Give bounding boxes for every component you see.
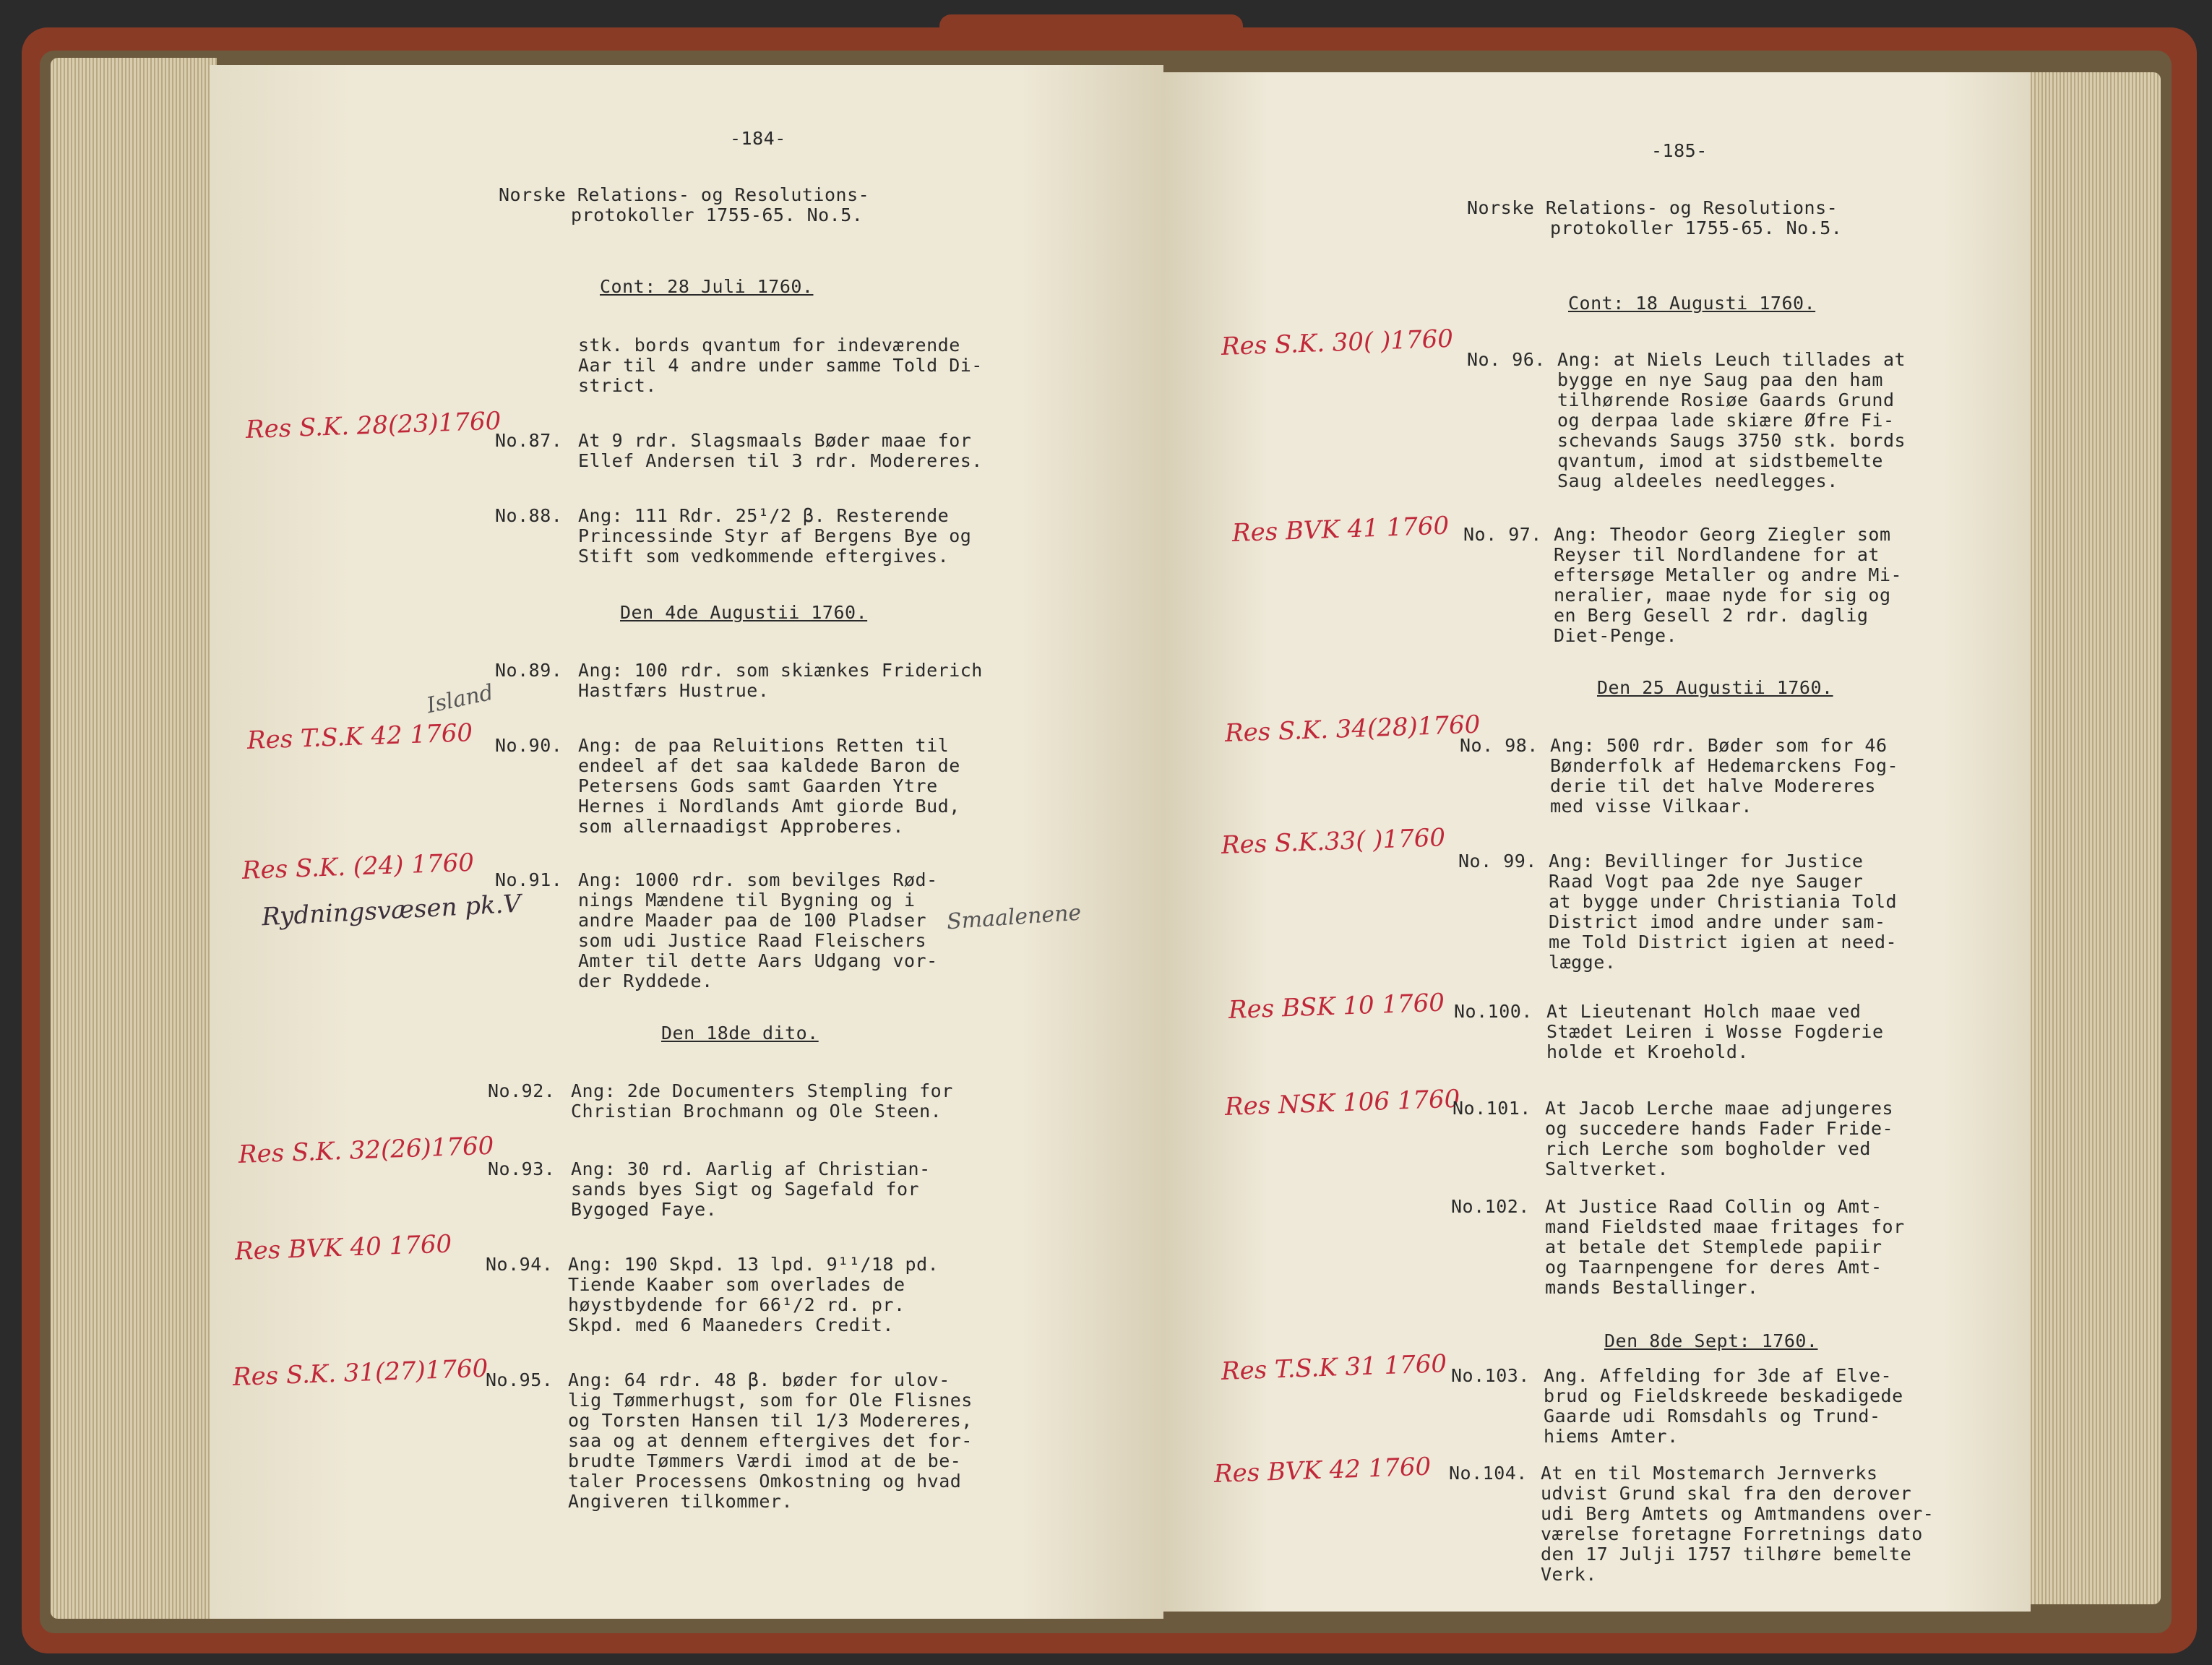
entry-number: No. 96. xyxy=(1467,349,1546,370)
entry-line: og derpaa lade skiære Øfre Fi- xyxy=(1557,410,1895,431)
entry-text xyxy=(1545,1197,1905,1298)
entry-line: udvist Grund skal fra den derover xyxy=(1541,1483,1912,1504)
entry-text xyxy=(1554,525,1902,646)
rydningsvaesen-note: Rydningsvæsen pk.V xyxy=(261,889,522,932)
archive-reference-note: Res S.K. 31(27)1760 xyxy=(232,1354,489,1392)
archive-reference-note: Res BVK 42 1760 xyxy=(1213,1452,1432,1489)
entry-line: Hastfærs Hustrue. xyxy=(578,680,770,701)
entry-text xyxy=(578,870,938,991)
entry-text xyxy=(1546,1002,1884,1062)
entry-line: nings Mændene til Bygning og i xyxy=(578,890,916,911)
entry-line: qvantum, imod at sidstbemelte xyxy=(1557,450,1883,471)
entry-line: Amter til dette Aars Udgang vor- xyxy=(578,950,938,971)
entry-line: bygge en nye Saug paa den ham xyxy=(1557,369,1883,390)
entry-line: Stædet Leiren i Wosse Fogderie xyxy=(1546,1021,1884,1042)
left-header-line1: Norske Relations- og Resolutions- xyxy=(499,184,870,205)
archive-reference-note: Res T.S.K 31 1760 xyxy=(1221,1349,1447,1386)
entry-line: hiems Amter. xyxy=(1544,1426,1679,1447)
intro-line: strict. xyxy=(578,375,657,396)
entry-line: som allernaadigst Approberes. xyxy=(578,816,904,837)
archive-reference-note: Res T.S.K 42 1760 xyxy=(246,718,473,755)
entry-line: Diet-Penge. xyxy=(1554,625,1678,646)
right-page-number: -185- xyxy=(1651,140,1708,161)
entry-line: Verk. xyxy=(1541,1564,1597,1585)
entry-line: en Berg Gesell 2 rdr. daglig xyxy=(1554,605,1869,626)
entry-text xyxy=(578,506,971,567)
entry-line: saa og at dennem eftergives det for- xyxy=(568,1430,973,1451)
right-header-line2: protokoller 1755-65. No.5. xyxy=(1550,218,1843,238)
entry-line: Skpd. med 6 Maaneders Credit. xyxy=(568,1315,894,1335)
entry-line: tilhørende Rosiøe Gaards Grund xyxy=(1557,390,1895,410)
archive-reference-note: Res BSK 10 1760 xyxy=(1228,988,1445,1025)
entry-text xyxy=(1544,1366,1903,1447)
page-edges-left xyxy=(51,58,217,1619)
archive-reference-note: Res S.K. 28(23)1760 xyxy=(245,406,502,444)
entry-number: No.91. xyxy=(495,869,563,890)
entry-line: Ang: 100 rdr. som skiænkes Friderich xyxy=(578,660,983,681)
entry-line: Gaarde udi Romsdahls og Trund- xyxy=(1544,1406,1881,1427)
entry-line: Raad Vogt paa 2de nye Sauger xyxy=(1549,871,1864,892)
intro-line: Aar til 4 andre under samme Told Di- xyxy=(578,355,983,376)
entry-line: Ang: 2de Documenters Stempling for xyxy=(571,1080,953,1101)
entry-line: Saltverket. xyxy=(1545,1158,1669,1179)
entry-line: Ang: 1000 rdr. som bevilges Rød- xyxy=(578,869,938,890)
entry-text xyxy=(568,1370,973,1512)
entry-line: Ang: de paa Reluitions Retten til xyxy=(578,735,950,756)
left-date-heading-2: Den 4de Augustii 1760. xyxy=(620,602,868,623)
right-date-heading-2: Den 25 Augustii 1760. xyxy=(1597,677,1833,698)
entry-line: lægge. xyxy=(1549,952,1617,973)
entry-number: No.101. xyxy=(1453,1098,1531,1119)
entry-text xyxy=(571,1159,931,1220)
pencil-note-island: Island xyxy=(424,679,496,719)
entry-line: At Lieutenant Holch maae ved xyxy=(1546,1001,1862,1022)
entry-line: Bønderfolk af Hedemarckens Fog- xyxy=(1550,755,1899,776)
entry-line: at bygge under Christiania Told xyxy=(1549,891,1898,912)
entry-text xyxy=(578,431,983,471)
entry-line: derie til det halve Modereres xyxy=(1550,775,1876,796)
entry-line: at betale det Stemplede papiir xyxy=(1545,1236,1882,1257)
entry-line: rich Lerche som bogholder ved xyxy=(1545,1138,1871,1159)
left-header-line2: protokoller 1755-65. No.5. xyxy=(571,205,864,225)
entry-line: med visse Vilkaar. xyxy=(1550,796,1752,817)
entry-line: brud og Fieldskreede beskadigede xyxy=(1544,1385,1903,1406)
entry-line: Stift som vedkommende eftergives. xyxy=(578,546,950,567)
entry-line: Ang: Bevillinger for Justice xyxy=(1549,851,1864,872)
archive-reference-note: Res S.K. 32(26)1760 xyxy=(238,1131,494,1169)
entry-number: No.92. xyxy=(488,1080,556,1101)
entry-line: Ang: 111 Rdr. 25¹/2 β. Resterende xyxy=(578,505,950,526)
entry-line: endeel af det saa kaldede Baron de xyxy=(578,755,960,776)
entry-line: den 17 Julji 1757 tilhøre bemelte xyxy=(1541,1544,1912,1565)
right-header-line1: Norske Relations- og Resolutions- xyxy=(1467,197,1838,218)
right-date-heading-1: Cont: 18 Augusti 1760. xyxy=(1568,293,1816,314)
entry-line: Petersens Gods samt Gaarden Ytre xyxy=(578,775,938,796)
entry-line: mand Fieldsted maae fritages for xyxy=(1545,1216,1905,1237)
entry-text xyxy=(578,736,960,837)
entry-number: No.104. xyxy=(1449,1463,1528,1484)
entry-text xyxy=(1545,1098,1893,1179)
entry-line: neralier, maae nyde for sig og xyxy=(1554,585,1891,606)
entry-line: Tiende Kaaber som overlades de xyxy=(568,1274,905,1295)
entry-text xyxy=(1557,350,1906,491)
entry-line: At Justice Raad Collin og Amt- xyxy=(1545,1196,1882,1217)
entry-line: og Torsten Hansen til 1/3 Modereres, xyxy=(568,1410,973,1431)
entry-line: Ang: 30 rd. Aarlig af Christian- xyxy=(571,1158,931,1179)
archive-reference-note: Res BVK 41 1760 xyxy=(1231,511,1450,548)
entry-line: Ang: Theodor Georg Ziegler som xyxy=(1554,524,1891,545)
entry-line: Hernes i Nordlands Amt giorde Bud, xyxy=(578,796,960,817)
right-date-heading-3: Den 8de Sept: 1760. xyxy=(1604,1330,1818,1351)
entry-line: holde et Kroehold. xyxy=(1546,1041,1749,1062)
pencil-note-smaalenene: Smaalenene xyxy=(946,900,1083,935)
left-date-heading-1: Cont: 28 Juli 1760. xyxy=(600,276,814,297)
entry-number: No. 98. xyxy=(1460,735,1538,756)
archive-reference-note: Res S.K. 34(28)1760 xyxy=(1224,710,1481,748)
entry-text xyxy=(571,1081,953,1122)
entry-text xyxy=(1549,851,1897,973)
entry-line: sands byes Sigt og Sagefald for xyxy=(571,1179,920,1200)
entry-number: No.103. xyxy=(1451,1365,1530,1386)
left-intro xyxy=(578,335,983,396)
entry-line: Princessinde Styr af Bergens Bye og xyxy=(578,525,972,546)
entry-line: At Jacob Lerche maae adjungeres xyxy=(1545,1098,1894,1119)
entry-number: No.100. xyxy=(1454,1001,1533,1022)
entry-line: Angiveren tilkommer. xyxy=(568,1491,793,1512)
entry-line: At en til Mostemarch Jernverks xyxy=(1541,1463,1878,1484)
entry-line: me Told District igien at need- xyxy=(1549,932,1898,952)
entry-line: taler Processens Omkostning og hvad xyxy=(568,1471,962,1492)
entry-line: værelse foretagne Forretnings dato xyxy=(1541,1523,1923,1544)
entry-line: brudte Tømmers Værdi imod at de be- xyxy=(568,1450,962,1471)
entry-number: No.102. xyxy=(1451,1196,1530,1217)
entry-line: som udi Justice Raad Fleischers xyxy=(578,930,927,951)
entry-number: No.88. xyxy=(495,505,563,526)
entry-line: Ang: 64 rdr. 48 β. bøder for ulov- xyxy=(568,1369,950,1390)
entry-text xyxy=(1541,1463,1934,1585)
entry-number: No.95. xyxy=(486,1369,554,1390)
entry-line: høystbydende for 66¹/2 rd. pr. xyxy=(568,1294,905,1315)
entry-text xyxy=(568,1255,939,1335)
entry-line: Ellef Andersen til 3 rdr. Modereres. xyxy=(578,450,983,471)
archive-reference-note: Res S.K.33( )1760 xyxy=(1221,823,1446,860)
entry-line: eftersøge Metaller og andre Mi- xyxy=(1554,564,1903,585)
entry-number: No.89. xyxy=(495,660,563,681)
archive-reference-note: Res NSK 106 1760 xyxy=(1224,1084,1460,1122)
intro-line: stk. bords qvantum for indeværende xyxy=(578,335,960,356)
entry-line: Bygoged Faye. xyxy=(571,1199,718,1220)
entry-number: No.90. xyxy=(495,735,563,756)
entry-line: mands Bestallinger. xyxy=(1545,1277,1759,1298)
entry-line: schevands Saugs 3750 stk. bords xyxy=(1557,430,1906,451)
entry-number: No. 97. xyxy=(1463,524,1542,545)
entry-number: No.87. xyxy=(495,430,563,451)
entry-line: Ang: 500 rdr. Bøder som for 46 xyxy=(1550,735,1888,756)
entry-line: Ang: at Niels Leuch tillades at xyxy=(1557,349,1906,370)
entry-line: District imod andre under sam- xyxy=(1549,911,1886,932)
entry-line: udi Berg Amtets og Amtmandens over- xyxy=(1541,1503,1935,1524)
left-date-heading-3: Den 18de dito. xyxy=(661,1023,819,1044)
entry-number: No.94. xyxy=(486,1254,554,1275)
entry-number: No.93. xyxy=(488,1158,556,1179)
entry-line: At 9 rdr. Slagsmaals Bøder maae for xyxy=(578,430,972,451)
page-edges-right xyxy=(2023,72,2161,1604)
entry-number: No. 99. xyxy=(1458,851,1537,872)
entry-line: der Ryddede. xyxy=(578,971,713,991)
entry-line: Reyser til Nordlandene for at xyxy=(1554,544,1880,565)
entry-line: Ang. Affelding for 3de af Elve- xyxy=(1544,1365,1893,1386)
entry-line: lig Tømmerhugst, som for Ole Flisnes xyxy=(568,1390,973,1411)
entry-line: Ang: 190 Skpd. 13 lpd. 9¹¹/18 pd. xyxy=(568,1254,939,1275)
left-page-number: -184- xyxy=(730,128,786,149)
entry-text xyxy=(1550,736,1898,817)
entry-line: Christian Brochmann og Ole Steen. xyxy=(571,1101,942,1122)
entry-text xyxy=(578,661,983,701)
entry-line: og succedere hands Fader Fride- xyxy=(1545,1118,1894,1139)
archive-reference-note: Res S.K. 30( )1760 xyxy=(1221,324,1454,361)
archive-reference-note: Res BVK 40 1760 xyxy=(234,1229,452,1266)
archive-reference-note: Res S.K. (24) 1760 xyxy=(241,848,475,885)
entry-line: og Taarnpengene for deres Amt- xyxy=(1545,1257,1882,1278)
entry-line: andre Maader paa de 100 Pladser xyxy=(578,910,927,931)
entry-line: Saug aldeeles needlegges. xyxy=(1557,470,1838,491)
